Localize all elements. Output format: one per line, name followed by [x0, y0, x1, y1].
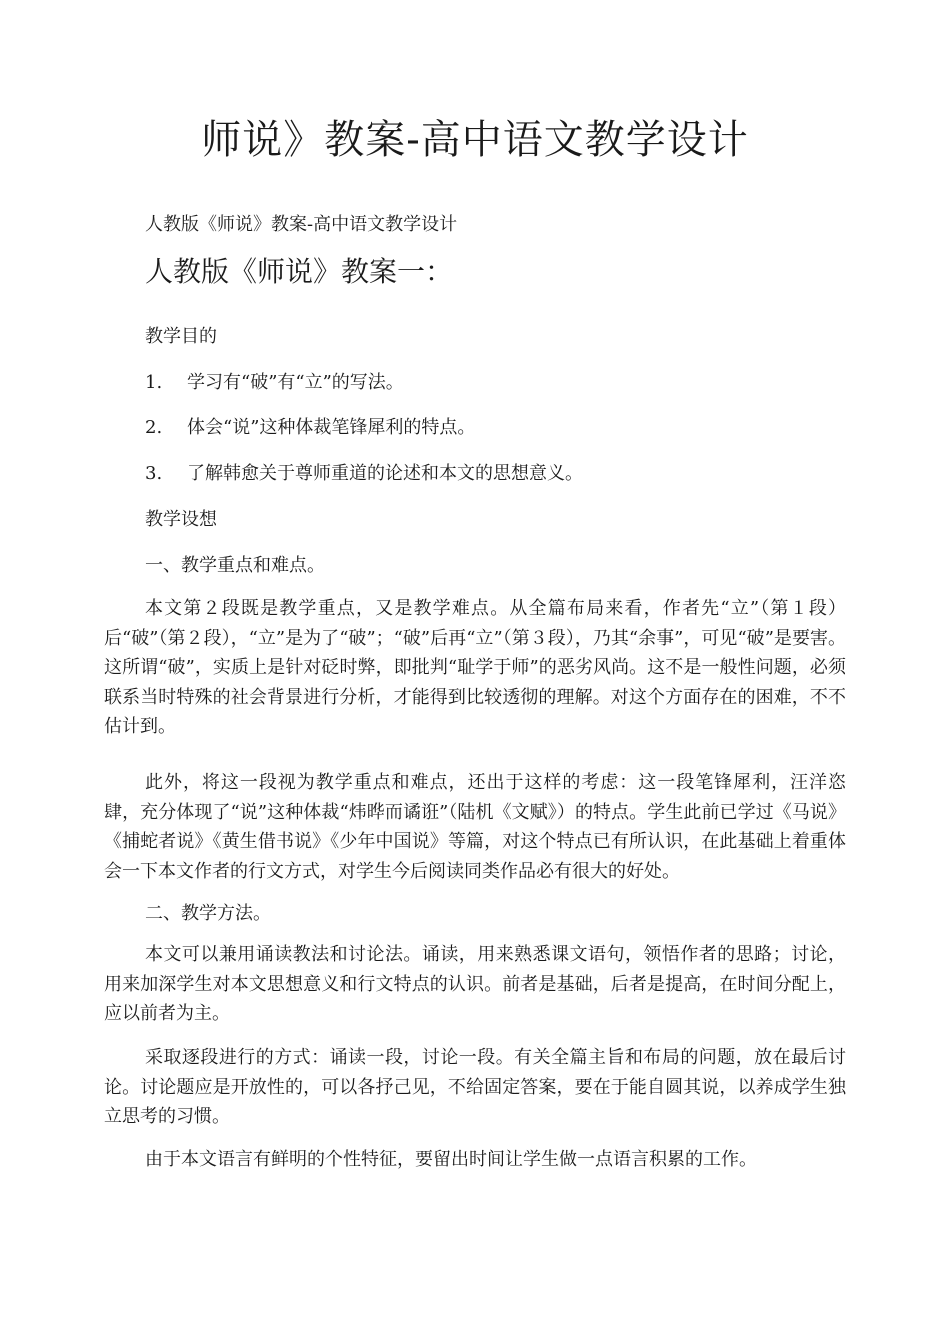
paragraph: 采取逐段进行的方式：诵读一段，讨论一段。有关全篇主旨和布局的问题，放在最后讨论。讨论题应是开放性的，可以各抒己见，不给固定答案，要在于能自圆其说，以养成学生独立思考的习惯。	[104, 1047, 846, 1128]
goal-item-2	[145, 415, 475, 441]
design-heading: 教学设想	[145, 509, 217, 530]
paragraph: 由于本文语言有鲜明的个性特征，要留出时间让学生做一点语言积累的工作。	[145, 1149, 757, 1170]
document-title: 师说》教案-高中语文教学设计	[201, 117, 749, 163]
paragraph: 本文可以兼用诵读教法和讨论法。诵读，用来熟悉课文语句，领悟作者的思路；讨论，用来加深学生对本文思想意义和行文特点的认识。前者是基础，后者是提高，在时间分配上，应以前者为主。	[104, 944, 846, 1025]
goal-number: 3.	[145, 463, 163, 484]
goal-item-3	[145, 461, 583, 487]
goal-text: 体会“说”这种体裁笔锋犀利的特点。	[187, 417, 476, 438]
goal-text: 了解韩愈关于尊师重道的论述和本文的思想意义。	[187, 463, 583, 484]
section-heading: 人教版《师说》教案一：	[145, 255, 454, 288]
part1-heading: 一、教学重点和难点。	[145, 555, 325, 576]
goal-text: 学习有“破”有“立”的写法。	[187, 372, 404, 393]
goal-number: 2.	[145, 417, 163, 438]
paragraph: 此外，将这一段视为教学重点和难点，还出于这样的考虑：这一段笔锋犀利，汪洋恣肆，充分体现了“说”这种体裁“炜晔而谲诳”（陆机《文赋》）的特点。学生此前已学过《马说》《捕蛇者说》《黄生借书说》《少年中国说》等篇，对这个特点已有所认识，在此基础上着重体会一下本文作者的行文方式，对学生今后阅读同类作品必有很大的好处。	[104, 772, 846, 882]
part2-heading: 二、教学方法。	[145, 903, 271, 924]
paragraph: 本文第２段既是教学重点，又是教学难点。从全篇布局来看，作者先“立”（第１段）后“破”（第２段），“立”是为了“破”；“破”后再“立”（第３段），乃其“余事”，可见“破”是要害。这所谓“破”，实质上是针对砭时弊，即批判“耻学于师”的恶劣风尚。这不是一般性问题，必须联系当时特殊的社会背景进行分析，才能得到比较透彻的理解。对这个方面存在的困难，不不估计到。	[104, 598, 846, 738]
document-subtitle: 人教版《师说》教案-高中语文教学设计	[145, 214, 458, 235]
goal-number: 1.	[145, 372, 163, 393]
goals-heading: 教学目的	[145, 326, 217, 347]
goal-item-1	[145, 370, 404, 396]
